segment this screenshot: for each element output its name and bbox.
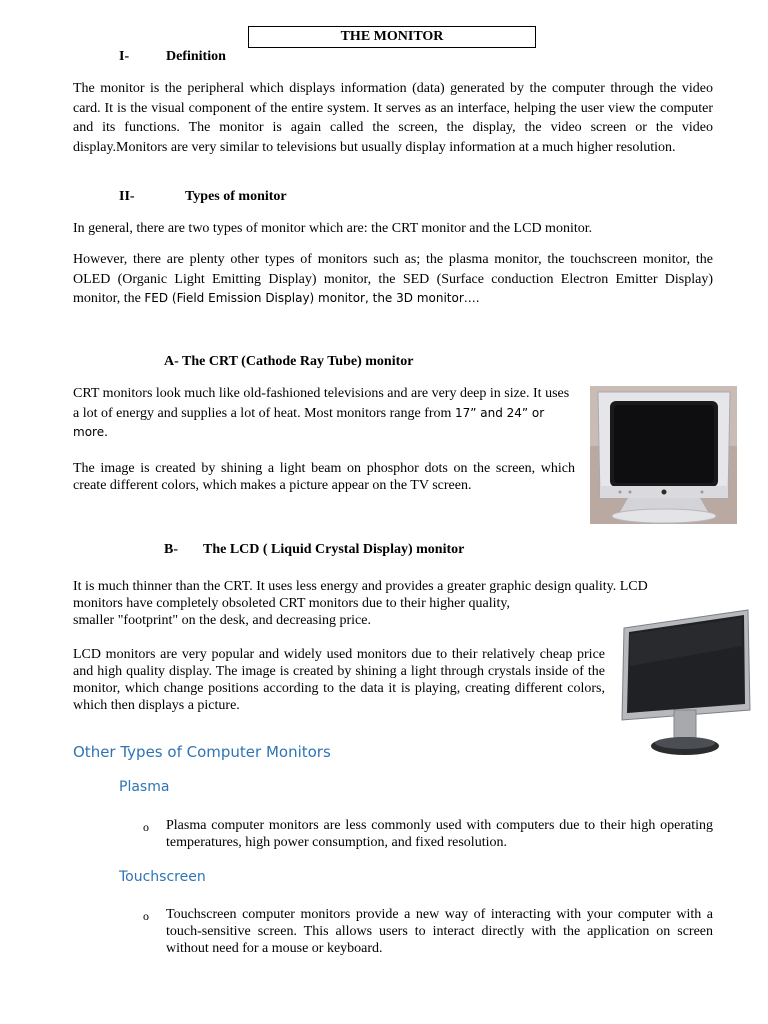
section-2-number: II- (119, 189, 135, 204)
section-1-heading (119, 48, 226, 66)
crt-monitor-illustration (590, 386, 737, 524)
plasma-text: Plasma computer monitors are less commonly used with computers due to their high operating temperatures, high power consumption, and fixed resolution. (166, 818, 713, 850)
crt-paragraph-1-text: CRT monitors look much like old-fashioned televisions and are very deep in size. It uses a lot of energy and supplies a lot of heat. Most monitors range from (73, 386, 570, 421)
lcd-monitor-image (618, 606, 754, 760)
definition-paragraph: The monitor is the peripheral which displays information (data) generated by the computer through the video card. It is the visual component of the entire system. It serves as an interface, helping the user view the computer and its functions. The monitor is again called the screen, the display, the video screen or the video display.Monitors are very similar to televisions but usually display information at a much higher resolution. (73, 81, 713, 155)
other-types-text-end: FED (Field Emission Display) monitor, the 3D monitor…. (144, 291, 480, 305)
lcd-monitor-illustration (618, 606, 754, 760)
document-title: THE MONITOR (248, 26, 536, 48)
crt-monitor-image (590, 386, 737, 524)
lcd-heading (164, 541, 464, 559)
lcd-paragraph-1-line-2: monitors have completely obsoleted CRT monitors due to their higher quality, (73, 596, 510, 611)
section-2-label: Types of monitor (185, 189, 287, 204)
section-1-number: I- (119, 49, 130, 64)
lcd-paragraph-1-line-1: It is much thinner than the CRT. It uses less energy and provides a greater graphic design quality. LCD (73, 579, 648, 594)
plasma-bullet: o (143, 820, 149, 834)
crt-paragraph-1-end: 17” and 24” or more. (73, 405, 545, 439)
other-types-heading: Other Types of Computer Monitors (73, 743, 331, 761)
lcd-paragraph-2: LCD monitors are very popular and widely used monitors due to their relatively cheap price and high quality display. The image is created by shining a light through crystals inside of the monitor, which change positions according to the data it is playing, creating different colors, which then displays a picture. (73, 647, 605, 713)
lcd-heading-label: The LCD ( Liquid Crystal Display) monitor (203, 542, 465, 557)
crt-heading: A- The CRT (Cathode Ray Tube) monitor (164, 354, 414, 369)
section-2-heading (119, 188, 287, 206)
touchscreen-bullet: o (143, 909, 149, 923)
crt-paragraph-1 (73, 384, 577, 443)
section-1-label: Definition (166, 49, 226, 64)
plasma-heading: Plasma (119, 779, 170, 795)
touchscreen-text: Touchscreen computer monitors provide a new way of interacting with your computer with a touch-sensitive screen. This allows users to interact directly with the application on screen without need for a mouse or keyboard. (166, 907, 713, 956)
crt-paragraph-2: The image is created by shining a light beam on phosphor dots on the screen, which create different colors, which makes a picture appear on the TV screen. (73, 461, 575, 493)
lcd-paragraph-1-line-3: smaller "footprint" on the desk, and decreasing price. (73, 613, 371, 628)
touchscreen-heading: Touchscreen (119, 869, 206, 885)
other-types-text: However, there are plenty other types of monitors such as; the plasma monitor, the touchscreen monitor, the OLED (Organic Light Emitting Display) monitor, the SED (Surface conduction Electron Emitter Display) monitor, the (73, 252, 713, 306)
lcd-heading-number: B- (164, 542, 178, 557)
types-intro-paragraph: In general, there are two types of monitor which are: the CRT monitor and the LCD monitor. (73, 221, 593, 236)
other-types-paragraph (73, 250, 713, 309)
